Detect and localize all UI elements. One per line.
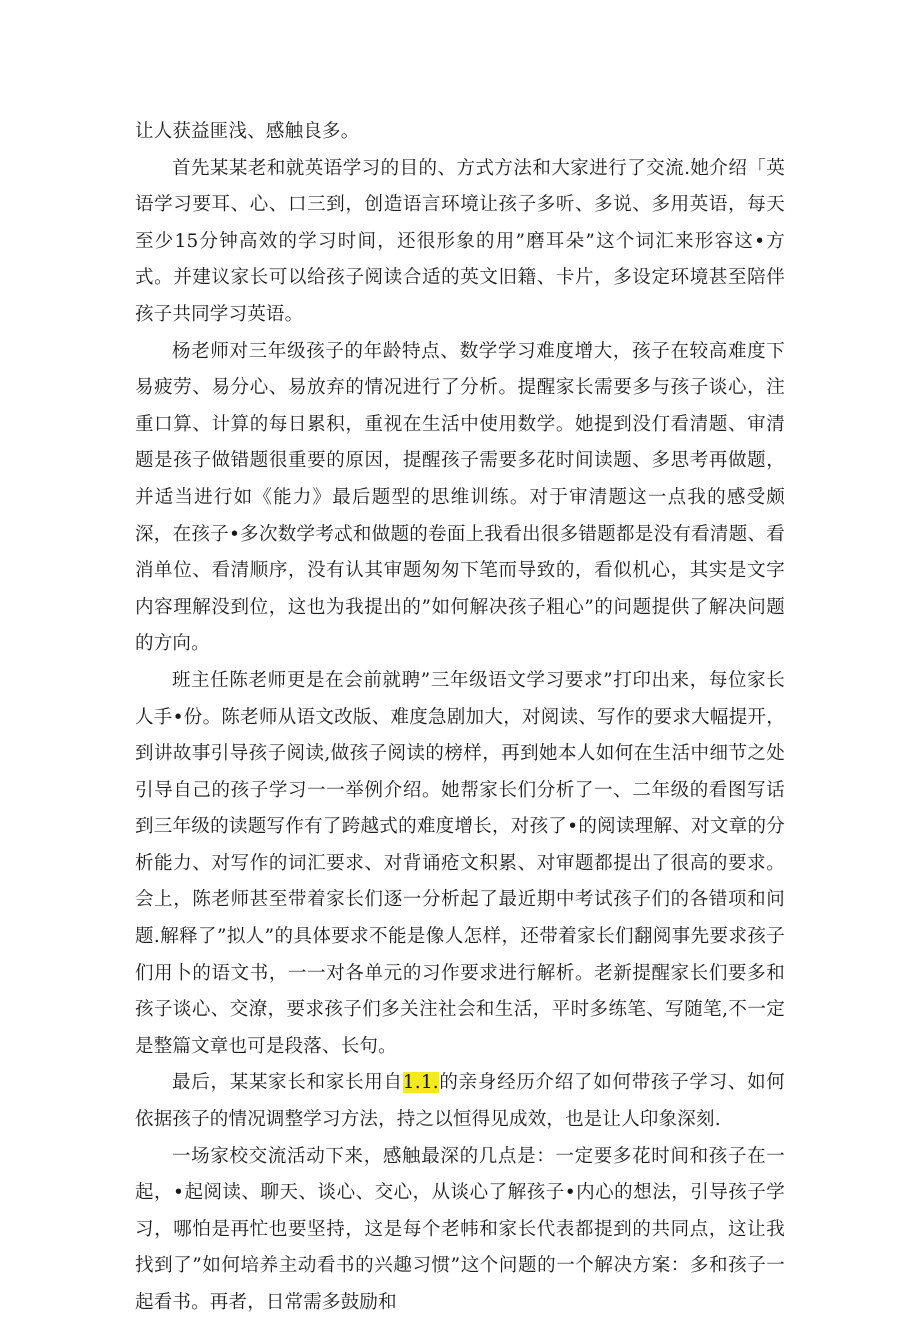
paragraph-5-after: 的亲身经历介绍了如何带孩子学习、如何依据孩子的情况调整学习方法，持之以恒得见成效，也是让人印象深刻. — [135, 1072, 786, 1131]
paragraph-5-before: 最后，某某家长和家长用自 — [172, 1072, 403, 1094]
paragraph-5 — [135, 1065, 785, 1138]
paragraph-2: 首先某某老和就英语学习的目的、方式方法和大家进行了交流.她介绍「英语学习要耳、心、口三到，创造语言环境让孩子多听、多说、多用英语，每天至少15分钟高效的学习时间，还很形象的用”磨耳朵”这个词汇来形容这•方式。并建议家长可以给孩子阅读合适的英文旧籍、卡片，多设定环境甚至陪伴孩子共同学习英语。 — [135, 157, 785, 325]
paragraph-6: 一场家校交流活动下来，感触最深的几点是：一定要多花时间和孩子在一起，•起阅读、聊天、谈心、交心，从谈心了解孩子•内心的想法，引导孩子学习，哪怕是再忙也要坚持，这是每个老帏和家长代表都提到的共同点，这让我找到了”如何培养主动看书的兴趣习惯”这个问题的一个解决方案：多和孩子一起看书。再者，日常需多鼓励和 — [135, 1145, 785, 1313]
paragraph-4: 班主任陈老师更是在会前就聘”三年级语文学习要求”打印出来，每位家长人手•份。陈老师从语文改版、难度急剧加大，对阅读、写作的要求大幅提开，到讲故事引导孩子阅读,做孩子阅读的榜样，再到她本人如何在生活中细节之处引导自己的孩子学习一一举例介绍。她帮家长们分析了一、二年级的看图写话到三年级的读题写作有了跨越式的难度增长，对孩了•的阅读理解、对文章的分析能力、对写作的词汇要求、对背诵疮文积累、对审题都提出了很高的要求。会上，陈老师甚至带着家长们逐一分析起了最近期中考试孩子们的各错项和问题.解释了”拟人”的具体要求不能是像人怎样，还带着家长们翻阅事先要求孩子们用卜的语文书，一一对各单元的习作要求进行解析。老新提醒家长们要多和孩子谈心、交潦，要求孩子们多关注社会和生活，平时多练笔、写随笔,不一定是整篇文章也可是段落、长句。 — [135, 669, 785, 1057]
document-body — [135, 114, 785, 1322]
paragraph-1: 让人获益匪浅、感触良多。 — [135, 121, 360, 142]
highlighted-text: 1.1. — [402, 1072, 439, 1094]
paragraph-3: 杨老师对三年级孩子的年龄特点、数学学习难度增大，孩子在较高难度下易疲劳、易分心、易放弃的情况进行了分析。提醒家长需要多与孩子谈心，注重口算、计算的每日累积，重视在生活中使用数学。她提到没仃看清题、审清题是孩子做错题很重要的原因，提醒孩子需要多花时间读题、多思考再做题，并适当进行如《能力》最后题型的思维训练。对于审清题这一点我的感受颇深，在孩子•多次数学考忒和做题的卷面上我看出很多错题都是没有看清题、看消单位、看清顺序，没有认其审题匆匆下笔而导致的，看似机心，其实是文字内容理解没到位，这也为我提出的”如何解决孩子粗心”的问题提供了解决问题的方向。 — [135, 340, 785, 655]
